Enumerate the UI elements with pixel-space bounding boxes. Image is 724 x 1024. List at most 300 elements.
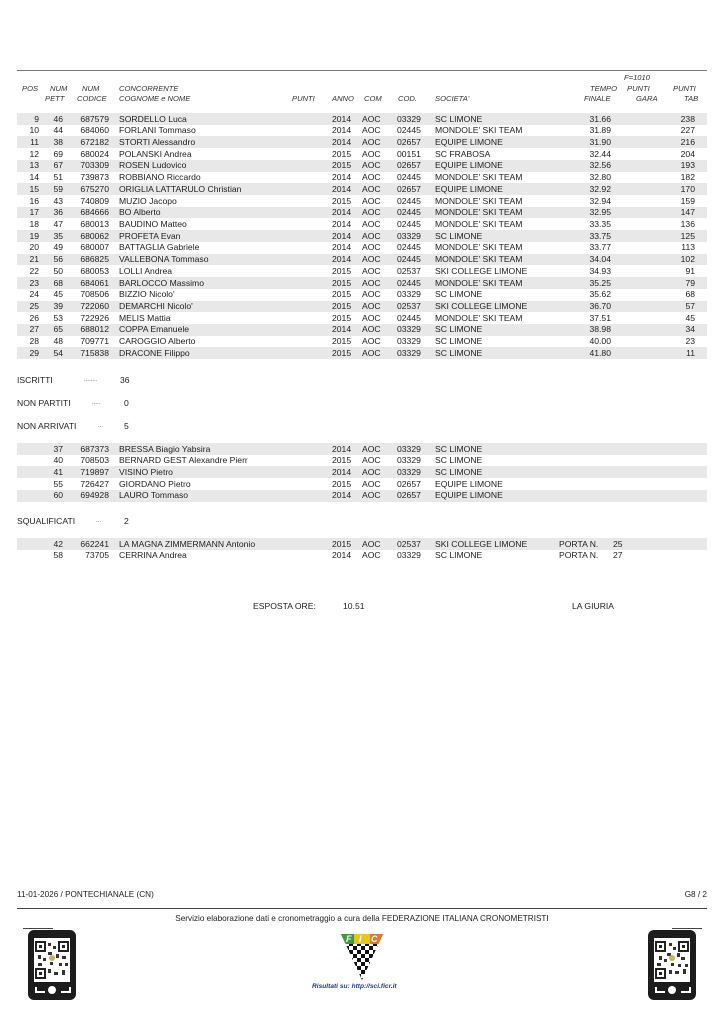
cell-cod: 03329	[397, 324, 421, 335]
cell-pett: 45	[53, 289, 63, 300]
table-row	[17, 254, 707, 266]
footer-right-tick	[672, 928, 702, 929]
table-row	[17, 148, 707, 160]
cell-name: ROSEN Ludovico	[119, 160, 187, 171]
table-row	[17, 289, 707, 301]
cell-societa: MONDOLE' SKI TEAM	[435, 218, 523, 229]
header-punti-gara-1: PUNTI	[627, 84, 650, 93]
squalificati-dots: ...	[96, 518, 102, 524]
cell-codice: 684061	[80, 277, 109, 288]
cell-punti-tab: 68	[685, 289, 695, 300]
cell-anno: 2014	[332, 172, 352, 183]
cell-punti-tab: 34	[685, 324, 695, 335]
cell-societa: SC LIMONE	[435, 550, 483, 561]
cell-cod: 03329	[397, 550, 421, 561]
table-row	[17, 277, 707, 289]
cell-societa: MONDOLE' SKI TEAM	[435, 254, 523, 265]
cell-pos: 11	[30, 136, 39, 147]
header-societa: SOCIETA'	[435, 94, 470, 103]
cell-codice: 680024	[80, 148, 109, 159]
cell-punti-tab: 216	[680, 136, 695, 147]
footer-page: G8 / 2	[684, 890, 707, 899]
cell-name: BATTAGLIA Gabriele	[119, 242, 200, 253]
cell-pett: 55	[53, 478, 63, 489]
cell-tempo: 34.04	[589, 254, 611, 265]
cell-codice: 740809	[80, 195, 109, 206]
phone-back-glyph	[655, 987, 665, 993]
table-row	[17, 218, 707, 230]
cell-name: LAURO Tommaso	[119, 490, 189, 501]
cell-pett: 42	[53, 538, 63, 549]
table-row	[17, 230, 707, 242]
qr-phone-left-icon[interactable]	[28, 930, 76, 1000]
cell-com: AOC	[362, 312, 381, 323]
cell-anno: 2014	[332, 183, 352, 194]
cell-societa: SC LIMONE	[435, 113, 483, 124]
cell-name: CAROGGIO Alberto	[119, 336, 196, 347]
cell-pett: 49	[53, 242, 63, 253]
qr-code	[654, 938, 690, 982]
cell-cod: 02445	[397, 195, 421, 206]
cell-cod: 02445	[397, 125, 421, 136]
cell-punti-tab: 79	[685, 277, 695, 288]
cell-anno: 2014	[332, 490, 352, 501]
cell-punti-tab: 227	[680, 125, 695, 136]
cell-punti-tab: 147	[680, 207, 695, 218]
cell-pett: 50	[53, 265, 63, 276]
cell-societa: MONDOLE' SKI TEAM	[435, 277, 523, 288]
header-com: COM	[364, 94, 382, 103]
header-punti-tab-1: PUNTI	[673, 84, 696, 93]
cell-anno: 2014	[332, 254, 352, 265]
cell-cod: 03329	[397, 347, 421, 358]
phone-menu-glyph	[681, 987, 691, 993]
cell-pett: 59	[53, 183, 63, 194]
table-row	[17, 347, 707, 359]
cell-tempo: 41.80	[589, 347, 611, 358]
cell-anno: 2015	[332, 289, 352, 300]
cell-anno: 2015	[332, 478, 352, 489]
cell-com: AOC	[362, 172, 381, 183]
cell-name: VISINO Pietro	[119, 466, 173, 477]
cell-societa: SKI COLLEGE LIMONE	[435, 301, 528, 312]
cell-tempo: 34.93	[589, 265, 611, 276]
cell-tempo: 32.92	[589, 183, 611, 194]
cell-pett: 54	[53, 347, 63, 358]
cell-tempo: 38.98	[589, 324, 611, 335]
table-row	[17, 113, 707, 125]
cell-com: AOC	[362, 136, 381, 147]
header-finale: FINALE	[584, 94, 611, 103]
cell-name: BERNARD GEST Alexandre Pierr	[119, 455, 248, 466]
results-url-link[interactable]: Risultati su: http://sci.ficr.it	[312, 983, 397, 990]
cell-cod: 02657	[397, 136, 421, 147]
cell-punti-tab: 125	[680, 230, 695, 241]
cell-com: AOC	[362, 160, 381, 171]
cell-codice: 703309	[80, 160, 109, 171]
cell-cod: 02445	[397, 207, 421, 218]
squalificati-value: 2	[124, 516, 129, 526]
cell-com: AOC	[362, 336, 381, 347]
cell-pos: 10	[29, 125, 39, 136]
header-num-pett-1: NUM	[50, 84, 68, 93]
cell-codice: 675270	[80, 183, 109, 194]
cell-com: AOC	[362, 466, 381, 477]
cell-pett: 48	[53, 336, 63, 347]
cell-porta-label: PORTA N.	[559, 550, 599, 561]
cell-anno: 2014	[332, 443, 352, 454]
table-row	[17, 336, 707, 348]
table-row	[17, 183, 707, 195]
cell-name: PROFETA Evan	[119, 230, 181, 241]
cell-societa: EQUIPE LIMONE	[435, 490, 503, 501]
cell-name: MUZIO Jacopo	[119, 195, 177, 206]
cell-name: BRESSA Biagio Yabsira	[119, 443, 211, 454]
cell-anno: 2015	[332, 455, 352, 466]
non-partiti-dots: .....	[92, 400, 101, 406]
cell-codice: 694928	[80, 490, 109, 501]
non-partiti-value: 0	[124, 398, 129, 408]
cell-anno: 2015	[332, 301, 352, 312]
phone-menu-glyph	[61, 987, 71, 993]
iscritti-value: 36	[120, 375, 130, 385]
cell-societa: MONDOLE' SKI TEAM	[435, 125, 523, 136]
cell-codice: 708506	[80, 289, 109, 300]
cell-pos: 19	[29, 230, 39, 241]
cell-anno: 2014	[332, 113, 352, 124]
header-f-value: F=1010	[624, 73, 650, 82]
cell-punti-tab: 170	[680, 183, 695, 194]
cell-societa: SC LIMONE	[435, 455, 483, 466]
cell-name: ROBBIANO Riccardo	[119, 172, 201, 183]
cell-cod: 03329	[397, 455, 421, 466]
cell-codice: 709771	[80, 336, 109, 347]
cell-tempo: 32.95	[589, 207, 611, 218]
cell-pett: 53	[53, 312, 63, 323]
cell-codice: 688012	[80, 324, 109, 335]
cell-codice: 726427	[80, 478, 109, 489]
cell-codice: 687373	[80, 443, 109, 454]
ficr-logo	[337, 930, 387, 980]
cell-anno: 2014	[332, 136, 352, 147]
cell-com: AOC	[362, 347, 381, 358]
iscritti-dots: ........	[84, 377, 98, 383]
cell-societa: SKI COLLEGE LIMONE	[435, 538, 528, 549]
cell-pos: 24	[29, 289, 39, 300]
cell-punti-tab: 102	[680, 254, 695, 265]
table-row	[17, 265, 707, 277]
cell-anno: 2015	[332, 312, 352, 323]
cell-pett: 69	[53, 148, 63, 159]
top-rule	[17, 70, 707, 71]
footer-service: Servizio elaborazione dati e cronometraggio a cura della FEDERAZIONE ITALIANA CRONOMETRISTI	[175, 914, 549, 923]
cell-pett: 47	[53, 218, 63, 229]
cell-anno: 2014	[332, 230, 352, 241]
cell-com: AOC	[362, 490, 381, 501]
cell-tempo: 31.89	[589, 125, 611, 136]
table-row	[17, 172, 707, 184]
cell-pos: 9	[34, 113, 39, 124]
cell-cod: 02445	[397, 277, 421, 288]
cell-pett: 36	[53, 207, 63, 218]
cell-name: BAUDINO Matteo	[119, 218, 187, 229]
cell-anno: 2015	[332, 148, 352, 159]
cell-porta-label: PORTA N.	[559, 538, 599, 549]
table-row	[17, 195, 707, 207]
cell-anno: 2014	[332, 242, 352, 253]
cell-codice: 662241	[80, 538, 109, 549]
cell-pett: 65	[53, 324, 63, 335]
cell-anno: 2014	[332, 218, 352, 229]
svg-text:I: I	[359, 934, 362, 944]
cell-cod: 03329	[397, 336, 421, 347]
cell-pett: 58	[53, 550, 63, 561]
cell-societa: MONDOLE' SKI TEAM	[435, 172, 523, 183]
footer-date-place: 11-01-2026 / PONTECHIANALE (CN)	[17, 890, 154, 899]
cell-pos: 22	[29, 265, 39, 276]
footer-rule	[17, 908, 707, 909]
cell-codice: 672182	[80, 136, 109, 147]
qr-code-icon	[654, 938, 690, 982]
cell-codice: 708503	[80, 455, 109, 466]
cell-cod: 03329	[397, 443, 421, 454]
cell-anno: 2014	[332, 324, 352, 335]
cell-tempo: 32.44	[589, 148, 611, 159]
cell-societa: SKI COLLEGE LIMONE	[435, 265, 528, 276]
phone-home-button	[48, 986, 56, 994]
cell-com: AOC	[362, 207, 381, 218]
cell-anno: 2014	[332, 550, 352, 561]
cell-punti-tab: 57	[685, 301, 695, 312]
cell-cod: 02445	[397, 254, 421, 265]
cell-pos: 14	[29, 172, 39, 183]
non-arrivati-label: NON ARRIVATI	[17, 421, 77, 431]
non-arrivati-value: 5	[124, 421, 129, 431]
la-giuria: LA GIURIA	[572, 601, 615, 611]
cell-cod: 02537	[397, 538, 421, 549]
header-num-codice-1: NUM	[82, 84, 100, 93]
cell-anno: 2015	[332, 265, 352, 276]
cell-com: AOC	[362, 277, 381, 288]
cell-cod: 02657	[397, 490, 421, 501]
cell-pos: 21	[29, 254, 39, 265]
header-cognome-nome: COGNOME e NOME	[119, 94, 191, 103]
table-row	[17, 312, 707, 324]
header-punti: PUNTI	[292, 94, 315, 103]
cell-pos: 29	[29, 347, 39, 358]
cell-pos: 16	[29, 195, 39, 206]
cell-name: BIZZIO Nicolo'	[119, 289, 175, 300]
cell-com: AOC	[362, 265, 381, 276]
cell-codice: 739873	[80, 172, 109, 183]
cell-porta-number: 25	[613, 538, 623, 549]
cell-cod: 03329	[397, 466, 421, 477]
cell-punti-tab: 113	[681, 242, 695, 253]
header-concorrente: CONCORRENTE	[119, 84, 179, 93]
cell-anno: 2015	[332, 347, 352, 358]
cell-pett: 46	[53, 113, 63, 124]
cell-pett: 38	[53, 136, 63, 147]
cell-societa: SC LIMONE	[435, 466, 483, 477]
cell-com: AOC	[362, 538, 381, 549]
cell-societa: SC LIMONE	[435, 336, 483, 347]
cell-cod: 02445	[397, 312, 421, 323]
cell-name: MELIS Mattia	[119, 312, 171, 323]
cell-cod: 02537	[397, 265, 421, 276]
cell-pos: 13	[29, 160, 39, 171]
cell-cod: 00151	[397, 148, 421, 159]
header-punti-gara-2: GARA	[636, 94, 658, 103]
header-anno: ANNO	[332, 94, 354, 103]
cell-cod: 02657	[397, 160, 421, 171]
qr-phone-right-icon[interactable]	[648, 930, 696, 1000]
cell-cod: 02537	[397, 301, 421, 312]
header-pos: POS	[22, 84, 39, 93]
cell-anno: 2015	[332, 195, 352, 206]
cell-name: CERRINA Andrea	[119, 550, 187, 561]
cell-anno: 2015	[332, 277, 352, 288]
cell-com: AOC	[362, 478, 381, 489]
qr-code	[34, 938, 70, 982]
cell-com: AOC	[362, 195, 381, 206]
cell-name: STORTI Alessandro	[119, 136, 196, 147]
header-cod: COD.	[398, 94, 417, 103]
cell-pos: 18	[29, 218, 39, 229]
cell-com: AOC	[362, 443, 381, 454]
cell-societa: SC LIMONE	[435, 347, 483, 358]
table-row	[17, 478, 707, 490]
cell-pett: 39	[53, 301, 63, 312]
cell-tempo: 31.66	[589, 113, 611, 124]
cell-tempo: 33.77	[589, 242, 611, 253]
cell-tempo: 35.25	[589, 277, 611, 288]
cell-codice: 684060	[80, 125, 109, 136]
table-row	[17, 136, 707, 148]
cell-codice: 680013	[80, 218, 109, 229]
cell-pett: 56	[53, 254, 63, 265]
table-row	[17, 207, 707, 219]
cell-anno: 2014	[332, 466, 352, 477]
cell-codice: 722926	[80, 312, 109, 323]
cell-name: FORLANI Tommaso	[119, 125, 196, 136]
table-row	[17, 490, 707, 502]
cell-com: AOC	[362, 324, 381, 335]
cell-pett: 44	[53, 125, 63, 136]
cell-pett: 41	[53, 466, 63, 477]
table-row	[17, 538, 707, 550]
cell-cod: 03329	[397, 113, 421, 124]
cell-tempo: 32.94	[589, 195, 611, 206]
cell-punti-tab: 193	[680, 160, 695, 171]
cell-cod: 02445	[397, 242, 421, 253]
cell-com: AOC	[362, 183, 381, 194]
cell-societa: MONDOLE' SKI TEAM	[435, 312, 523, 323]
cell-punti-tab: 45	[685, 312, 695, 323]
cell-porta-number: 27	[613, 550, 623, 561]
cell-cod: 02445	[397, 172, 421, 183]
cell-com: AOC	[362, 289, 381, 300]
table-row	[17, 242, 707, 254]
cell-codice: 680062	[80, 230, 109, 241]
cell-tempo: 31.90	[589, 136, 611, 147]
cell-societa: MONDOLE' SKI TEAM	[435, 242, 523, 253]
cell-cod: 02657	[397, 183, 421, 194]
table-row	[17, 443, 707, 455]
cell-pett: 37	[53, 443, 63, 454]
footer-left-tick	[23, 928, 53, 929]
header-pett: PETT	[45, 94, 65, 103]
table-row	[17, 301, 707, 313]
cell-name: ORIGLIA LATTARULO Christian	[119, 183, 242, 194]
cell-name: SORDELLO Luca	[119, 113, 187, 124]
cell-pos: 25	[29, 301, 39, 312]
qr-code-icon	[34, 938, 70, 982]
cell-societa: EQUIPE LIMONE	[435, 183, 503, 194]
cell-punti-tab: 204	[680, 148, 695, 159]
cell-codice: 715838	[80, 347, 109, 358]
cell-tempo: 32.80	[589, 172, 611, 183]
svg-text:C: C	[371, 934, 378, 944]
ficr-logo-icon	[337, 930, 387, 982]
cell-anno: 2014	[332, 125, 352, 136]
cell-punti-tab: 136	[680, 218, 695, 229]
cell-tempo: 33.35	[589, 218, 611, 229]
cell-com: AOC	[362, 242, 381, 253]
cell-punti-tab: 23	[685, 336, 695, 347]
cell-tempo: 32.56	[589, 160, 611, 171]
cell-codice: 680053	[80, 265, 109, 276]
cell-codice: 680007	[80, 242, 109, 253]
cell-pos: 15	[29, 183, 39, 194]
cell-pos: 28	[29, 336, 39, 347]
cell-punti-tab: 182	[680, 172, 695, 183]
cell-com: AOC	[362, 230, 381, 241]
cell-name: BO Alberto	[119, 207, 161, 218]
cell-cod: 03329	[397, 230, 421, 241]
esposta-value: 10.51	[343, 601, 365, 611]
svg-text:F: F	[346, 934, 352, 944]
cell-name: BARLOCCO Massimo	[119, 277, 204, 288]
header-tempo: TEMPO	[590, 84, 618, 93]
cell-name: GIORDANO Pietro	[119, 478, 191, 489]
table-row	[17, 550, 707, 562]
phone-back-glyph	[35, 987, 45, 993]
non-arrivati-dots: ...	[98, 423, 104, 429]
cell-pos: 17	[29, 207, 39, 218]
table-row	[17, 160, 707, 172]
cell-com: AOC	[362, 254, 381, 265]
cell-codice: 684666	[80, 207, 109, 218]
cell-com: AOC	[362, 113, 381, 124]
cell-com: AOC	[362, 218, 381, 229]
cell-societa: MONDOLE' SKI TEAM	[435, 195, 523, 206]
cell-societa: MONDOLE' SKI TEAM	[435, 207, 523, 218]
cell-codice: 73705	[85, 550, 109, 561]
cell-societa: SC LIMONE	[435, 230, 483, 241]
cell-com: AOC	[362, 301, 381, 312]
cell-pett: 40	[53, 455, 63, 466]
cell-pett: 35	[53, 230, 63, 241]
cell-punti-tab: 159	[680, 195, 695, 206]
cell-cod: 03329	[397, 289, 421, 300]
cell-pett: 68	[53, 277, 63, 288]
header-codice: CODICE	[77, 94, 107, 103]
cell-pett: 51	[53, 172, 63, 183]
cell-com: AOC	[362, 125, 381, 136]
cell-tempo: 40.00	[589, 336, 611, 347]
cell-anno: 2015	[332, 538, 352, 549]
table-row	[17, 455, 707, 467]
